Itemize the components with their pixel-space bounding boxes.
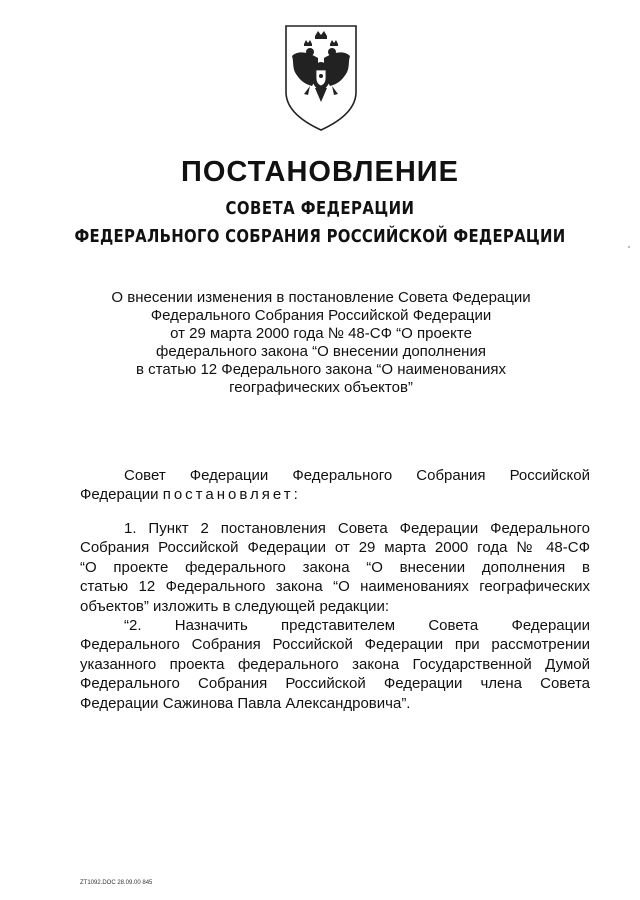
paragraph-line: “2. Назначить представителем Совета Федерации bbox=[124, 617, 590, 635]
coat-of-arms-icon bbox=[282, 22, 360, 134]
subject-line: от 29 марта 2000 года № 48-СФ “О проекте bbox=[170, 325, 472, 342]
paragraph-line: Федерального Собрания Российской Федерации члена Совета bbox=[80, 675, 590, 693]
subject-line: Федерального Собрания Российской Федерации bbox=[150, 307, 492, 324]
paragraph-line: 1. Пункт 2 постановления Совета Федерации Федерального bbox=[124, 520, 590, 537]
issuer-line-1: СОВЕТА ФЕДЕРАЦИИ bbox=[225, 198, 415, 219]
paragraph-line: указанного проекта федерального закона Государственной Думой bbox=[80, 655, 590, 673]
preamble-line bbox=[80, 485, 590, 504]
subject-line: географических объектов” bbox=[229, 379, 413, 396]
preamble bbox=[80, 466, 590, 505]
preamble-text: Федерации bbox=[80, 486, 163, 504]
document-subject bbox=[80, 289, 562, 397]
scan-mark bbox=[628, 246, 630, 248]
resolves-word: постановляет: bbox=[162, 486, 301, 504]
issuer-line-2: ФЕДЕРАЛЬНОГО СОБРАНИЯ РОССИЙСКОЙ ФЕДЕРАЦИИ bbox=[74, 226, 566, 247]
paragraph-1 bbox=[80, 519, 590, 713]
paragraph-line: Федерального Собрания Российской Федерации при рассмотрении bbox=[80, 636, 590, 654]
footer-code: ZT1092.DOC 28.09.00 845 bbox=[80, 880, 153, 886]
paragraph-line: Федерации Сажинова Павла Александровича”. bbox=[80, 694, 411, 712]
preamble-line: Совет Федерации Федерального Собрания Российской bbox=[124, 467, 590, 484]
subject-line: федерального закона “О внесении дополнения bbox=[156, 343, 486, 360]
paragraph-line: объектов” изложить в следующей редакции: bbox=[80, 597, 390, 615]
paragraph-line: Собрания Российской Федерации от 29 марта 2000 года № 48-СФ bbox=[80, 539, 590, 557]
paragraph-line: “О проекте федерального закона “О внесении дополнения в bbox=[80, 558, 590, 576]
paragraph-line: статью 12 Федерального закона “О наименованиях географических bbox=[80, 578, 590, 596]
subject-line: в статью 12 Федерального закона “О наименованиях bbox=[136, 361, 506, 378]
subject-line: О внесении изменения в постановление Совета Федерации bbox=[111, 289, 531, 306]
document-type-title: ПОСТАНОВЛЕНИЕ bbox=[181, 156, 459, 188]
